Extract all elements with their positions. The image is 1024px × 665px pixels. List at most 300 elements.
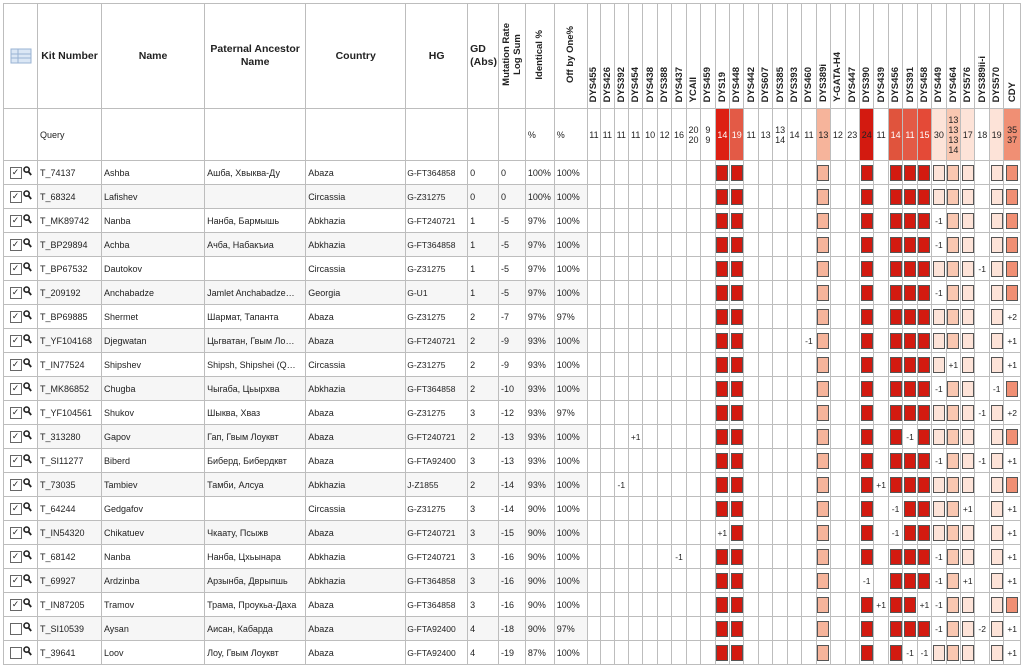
marker-cell (975, 257, 989, 281)
kit-number-cell[interactable]: T_313280 (38, 425, 102, 449)
magnifier-icon[interactable] (23, 262, 32, 275)
query-value (601, 109, 614, 161)
marker-cell (657, 209, 671, 233)
gd-cell: 2 (468, 425, 499, 449)
row-checkbox[interactable]: ✓ (10, 479, 22, 491)
marker-label: DYS438 (644, 66, 656, 102)
marker-cell (1004, 449, 1021, 473)
marker-cell (932, 209, 946, 233)
modal-marker-swatch (962, 525, 974, 541)
query-value-text: 9 (705, 124, 711, 135)
row-checkbox[interactable] (10, 647, 22, 659)
marker-cell (1004, 281, 1021, 305)
marker-cell (730, 521, 744, 545)
marker-cell (961, 185, 975, 209)
table-row[interactable] (4, 353, 1021, 377)
col-marker-dys455[interactable] (587, 4, 600, 109)
marker-cell (1004, 185, 1021, 209)
col-kit-number[interactable]: Kit Number (38, 4, 102, 109)
gd-cell: 2 (468, 305, 499, 329)
marker-cell (643, 569, 657, 593)
col-marker-dys464[interactable] (946, 4, 960, 109)
identical-cell: 97% (525, 209, 554, 233)
col-marker-dys19[interactable] (715, 4, 729, 109)
col-name[interactable]: Name (101, 4, 204, 109)
export-grid-icon[interactable] (10, 48, 32, 64)
marker-cell (888, 425, 902, 449)
kit-number-cell[interactable]: T_MK86852 (38, 377, 102, 401)
row-checkbox[interactable]: ✓ (10, 239, 22, 251)
modal-marker-swatch (817, 573, 829, 589)
marker-diff: -2 (978, 623, 986, 634)
row-checkbox[interactable] (10, 623, 22, 635)
table-row[interactable] (4, 497, 1021, 521)
table-row[interactable] (4, 473, 1021, 497)
modal-marker-swatch (890, 213, 902, 229)
row-checkbox[interactable]: ✓ (10, 263, 22, 275)
name-cell: Shipshev (101, 353, 204, 377)
table-row[interactable] (4, 425, 1021, 449)
log-sum-cell: -16 (499, 569, 526, 593)
kit-number-cell[interactable]: T_64244 (38, 497, 102, 521)
table-row[interactable] (4, 401, 1021, 425)
marker-cell (686, 401, 700, 425)
col-marker-dys393[interactable] (787, 4, 801, 109)
col-marker-dys391[interactable] (903, 4, 917, 109)
col-marker-dys447[interactable] (845, 4, 859, 109)
marker-cell (989, 233, 1003, 257)
kit-number-cell[interactable]: T_73035 (38, 473, 102, 497)
row-checkbox[interactable]: ✓ (10, 575, 22, 587)
name-cell: Chugba (101, 377, 204, 401)
marker-cell (614, 377, 628, 401)
magnifier-icon[interactable] (23, 598, 32, 611)
marker-cell (628, 329, 642, 353)
col-marker-dys456[interactable] (888, 4, 902, 109)
marker-cell (587, 329, 600, 353)
haplogroup-cell: G-FT364858 (406, 569, 468, 593)
magnifier-icon[interactable] (23, 214, 32, 227)
modal-marker-swatch (947, 621, 959, 637)
marker-cell (845, 521, 859, 545)
magnifier-icon[interactable] (23, 190, 32, 203)
table-row[interactable] (4, 617, 1021, 641)
query-value-text: 12 (659, 129, 670, 140)
identical-cell: 93% (525, 449, 554, 473)
marker-cell (888, 521, 902, 545)
modal-marker-swatch (904, 501, 916, 517)
modal-marker-swatch (991, 237, 1003, 253)
marker-cell (744, 281, 758, 305)
marker-cell (946, 593, 960, 617)
magnifier-icon[interactable] (23, 574, 32, 587)
query-value (587, 109, 600, 161)
table-row[interactable] (4, 185, 1021, 209)
col-marker-dys460[interactable] (802, 4, 816, 109)
magnifier-icon[interactable] (23, 382, 32, 395)
row-checkbox[interactable]: ✓ (10, 335, 22, 347)
magnifier-icon[interactable] (23, 334, 32, 347)
magnifier-icon[interactable] (23, 454, 32, 467)
modal-marker-swatch (904, 621, 916, 637)
col-marker-dys390[interactable] (859, 4, 873, 109)
marker-cell (888, 281, 902, 305)
marker-cell (672, 497, 686, 521)
col-off-by-one[interactable] (554, 4, 587, 109)
col-marker-dys459[interactable] (701, 4, 715, 109)
marker-cell (672, 377, 686, 401)
magnifier-icon[interactable] (23, 526, 32, 539)
col-marker-dys449[interactable] (932, 4, 946, 109)
marker-cell (859, 545, 873, 569)
table-row[interactable] (4, 209, 1021, 233)
kit-number-cell[interactable]: T_SI10539 (38, 617, 102, 641)
marker-cell (701, 641, 715, 665)
marker-cell (917, 257, 931, 281)
modal-marker-swatch (991, 501, 1003, 517)
ancestor-cell (205, 257, 306, 281)
marker-cell (643, 209, 657, 233)
marker-cell (701, 473, 715, 497)
kit-number-cell[interactable]: T_BP67532 (38, 257, 102, 281)
query-value-text: 11 (589, 129, 599, 140)
kit-number-cell[interactable]: T_68324 (38, 185, 102, 209)
magnifier-icon[interactable] (23, 622, 32, 635)
marker-cell (686, 569, 700, 593)
marker-cell (744, 425, 758, 449)
marker-diff: +1 (1007, 551, 1018, 562)
query-value (845, 109, 859, 161)
marker-cell (672, 257, 686, 281)
col-marker-dys439[interactable] (874, 4, 888, 109)
row-select-cell (4, 161, 38, 185)
off-by-one-cell: 97% (554, 401, 587, 425)
marker-cell (975, 209, 989, 233)
marker-cell (773, 641, 787, 665)
marker-cell (816, 473, 830, 497)
col-marker-dys448[interactable] (730, 4, 744, 109)
kit-number-cell[interactable]: T_IN87205 (38, 593, 102, 617)
kit-number-cell[interactable]: T_BP69885 (38, 305, 102, 329)
marker-label: DYS388 (659, 66, 671, 102)
col-marker-dys576[interactable] (961, 4, 975, 109)
marker-cell (744, 257, 758, 281)
magnifier-icon[interactable] (23, 478, 32, 491)
col-marker-dys570[interactable] (989, 4, 1003, 109)
col-marker-dys389i[interactable] (816, 4, 830, 109)
marker-cell (672, 425, 686, 449)
row-checkbox[interactable]: ✓ (10, 527, 22, 539)
marker-label: DYS19 (716, 71, 728, 102)
magnifier-icon[interactable] (23, 310, 32, 323)
marker-cell (628, 353, 642, 377)
row-checkbox[interactable]: ✓ (10, 599, 22, 611)
marker-cell (917, 473, 931, 497)
col-identical[interactable] (525, 4, 554, 109)
marker-cell (989, 641, 1003, 665)
table-row[interactable] (4, 569, 1021, 593)
query-value (975, 109, 989, 161)
row-checkbox[interactable]: ✓ (10, 191, 22, 203)
modal-marker-swatch (861, 357, 873, 373)
modal-marker-swatch (962, 549, 974, 565)
select-all-header[interactable] (4, 4, 38, 109)
marker-cell (701, 545, 715, 569)
row-checkbox[interactable]: ✓ (10, 311, 22, 323)
marker-cell (975, 425, 989, 449)
query-value (989, 109, 1003, 161)
query-value-text: 11 (746, 129, 756, 140)
kit-number-cell[interactable]: T_74137 (38, 161, 102, 185)
table-row[interactable] (4, 233, 1021, 257)
marker-cell (961, 641, 975, 665)
modal-marker-swatch (947, 525, 959, 541)
modal-marker-swatch (933, 429, 945, 445)
identical-cell: 93% (525, 473, 554, 497)
col-marker-dys438[interactable] (643, 4, 657, 109)
modal-marker-swatch (962, 477, 974, 493)
kit-number-cell[interactable]: T_39641 (38, 641, 102, 665)
marker-cell (932, 497, 946, 521)
ancestor-cell: Чкаату, Псыжв (205, 521, 306, 545)
marker-cell (888, 353, 902, 377)
query-select-cell (4, 109, 38, 161)
modal-marker-swatch (904, 525, 916, 541)
col-marker-dys442[interactable] (744, 4, 758, 109)
log-sum-cell: -5 (499, 257, 526, 281)
modal-marker-swatch (861, 189, 873, 205)
col-mutation-logsum[interactable] (499, 4, 526, 109)
query-value (730, 109, 744, 161)
marker-cell (601, 209, 614, 233)
marker-cell (672, 209, 686, 233)
col-hg[interactable]: HG (406, 4, 468, 109)
marker-cell (744, 353, 758, 377)
marker-cell (643, 593, 657, 617)
query-value (917, 109, 931, 161)
marker-cell (1004, 593, 1021, 617)
table-row[interactable] (4, 305, 1021, 329)
modal-marker-swatch (890, 309, 902, 325)
marker-cell (744, 401, 758, 425)
modal-marker-swatch (947, 453, 959, 469)
col-paternal-ancestor[interactable]: Paternal Ancestor Name (205, 4, 306, 109)
modal-marker-swatch (817, 453, 829, 469)
col-marker-y-gata-h4[interactable] (831, 4, 845, 109)
kit-number-cell[interactable]: T_BP29894 (38, 233, 102, 257)
marker-cell (701, 593, 715, 617)
marker-cell (643, 233, 657, 257)
query-value (961, 109, 975, 161)
table-row[interactable] (4, 449, 1021, 473)
marker-cell (657, 569, 671, 593)
table-row[interactable] (4, 593, 1021, 617)
marker-cell (657, 257, 671, 281)
row-checkbox[interactable]: ✓ (10, 503, 22, 515)
col-marker-dys426[interactable] (601, 4, 614, 109)
magnifier-icon[interactable] (23, 430, 32, 443)
modal-marker-swatch (890, 357, 902, 373)
marker-cell (989, 353, 1003, 377)
kit-number-cell[interactable]: T_68142 (38, 545, 102, 569)
marker-cell (932, 593, 946, 617)
marker-cell (816, 617, 830, 641)
marker-cell (1004, 641, 1021, 665)
magnifier-icon[interactable] (23, 550, 32, 563)
col-marker-dys388[interactable] (657, 4, 671, 109)
row-checkbox[interactable]: ✓ (10, 431, 22, 443)
marker-cell (888, 305, 902, 329)
marker-cell (744, 185, 758, 209)
marker-cell (643, 641, 657, 665)
marker-cell (845, 257, 859, 281)
kit-number-cell[interactable]: T_SI11277 (38, 449, 102, 473)
marker-cell (989, 473, 1003, 497)
table-row[interactable] (4, 281, 1021, 305)
marker-cell (614, 161, 628, 185)
row-select-cell (4, 209, 38, 233)
magnifier-icon[interactable] (23, 358, 32, 371)
marker-cell (773, 257, 787, 281)
modal-marker-swatch (890, 237, 902, 253)
marker-cell (701, 425, 715, 449)
marker-cell (975, 281, 989, 305)
col-gd[interactable]: GD (Abs) (468, 4, 499, 109)
row-select-cell (4, 545, 38, 569)
row-checkbox[interactable]: ✓ (10, 359, 22, 371)
marker-cell (601, 329, 614, 353)
table-row[interactable] (4, 257, 1021, 281)
col-country[interactable]: Country (306, 4, 406, 109)
marker-cell (831, 257, 845, 281)
marker-cell (587, 161, 600, 185)
kit-number-cell[interactable]: T_MK89742 (38, 209, 102, 233)
marker-cell (1004, 257, 1021, 281)
magnifier-icon[interactable] (23, 646, 32, 659)
marker-cell (628, 257, 642, 281)
ancestor-cell: Ачба, Набакъиа (205, 233, 306, 257)
table-row[interactable] (4, 521, 1021, 545)
row-checkbox[interactable]: ✓ (10, 407, 22, 419)
col-marker-dys389ii-i[interactable] (975, 4, 989, 109)
row-checkbox[interactable]: ✓ (10, 383, 22, 395)
modal-marker-swatch (731, 309, 743, 325)
col-marker-dys458[interactable] (917, 4, 931, 109)
marker-cell (686, 161, 700, 185)
marker-cell (874, 209, 888, 233)
marker-diff: -1 (935, 239, 943, 250)
modal-marker-swatch (817, 525, 829, 541)
marker-cell (802, 401, 816, 425)
marker-cell (701, 401, 715, 425)
row-checkbox[interactable]: ✓ (10, 215, 22, 227)
marker-cell (989, 617, 1003, 641)
kit-number-cell[interactable]: T_69927 (38, 569, 102, 593)
marker-cell (715, 473, 729, 497)
table-row[interactable] (4, 377, 1021, 401)
haplogroup-cell: G-FT240721 (406, 329, 468, 353)
marker-cell (932, 569, 946, 593)
marker-cell (715, 161, 729, 185)
kit-number-cell[interactable]: T_YF104561 (38, 401, 102, 425)
magnifier-icon[interactable] (23, 166, 32, 179)
kit-number-cell[interactable]: T_209192 (38, 281, 102, 305)
magnifier-icon[interactable] (23, 238, 32, 251)
marker-diff: -1 (891, 503, 900, 514)
marker-cell (975, 593, 989, 617)
col-marker-dys437[interactable] (672, 4, 686, 109)
query-value-text: 14 (890, 129, 901, 140)
modal-marker-swatch (890, 285, 902, 301)
modal-marker-swatch (716, 213, 728, 229)
kit-number-cell[interactable]: T_YF104168 (38, 329, 102, 353)
row-checkbox[interactable]: ✓ (10, 551, 22, 563)
marker-cell (686, 617, 700, 641)
marker-cell (686, 209, 700, 233)
table-row[interactable] (4, 545, 1021, 569)
marker-cell (917, 305, 931, 329)
kit-number-cell[interactable]: T_IN77524 (38, 353, 102, 377)
marker-cell (587, 569, 600, 593)
col-marker-dys392[interactable] (614, 4, 628, 109)
name-cell: Dautokov (101, 257, 204, 281)
marker-cell (859, 185, 873, 209)
magnifier-icon[interactable] (23, 502, 32, 515)
haplogroup-cell: G-FTA92400 (406, 641, 468, 665)
marker-cell (831, 593, 845, 617)
modal-marker-swatch (918, 621, 930, 637)
kit-number-cell[interactable]: T_IN54320 (38, 521, 102, 545)
row-checkbox[interactable]: ✓ (10, 167, 22, 179)
marker-cell (845, 329, 859, 353)
marker-cell (802, 569, 816, 593)
marker-cell (730, 305, 744, 329)
row-checkbox[interactable]: ✓ (10, 455, 22, 467)
modal-marker-swatch (861, 453, 873, 469)
marker-cell (975, 401, 989, 425)
row-select-cell (4, 233, 38, 257)
marker-diff: +1 (1007, 623, 1018, 634)
marker-cell (730, 377, 744, 401)
modal-marker-swatch (947, 333, 959, 349)
marker-cell (773, 473, 787, 497)
table-row[interactable] (4, 329, 1021, 353)
modal-marker-swatch (890, 453, 902, 469)
marker-diff: +1 (876, 599, 886, 610)
gd-cell: 3 (468, 569, 499, 593)
ancestor-cell: Ашба, Хвыква-Ду (205, 161, 306, 185)
row-select-cell (4, 401, 38, 425)
col-marker-cdy[interactable] (1004, 4, 1021, 109)
row-checkbox[interactable]: ✓ (10, 287, 22, 299)
magnifier-icon[interactable] (23, 286, 32, 299)
marker-cell (701, 257, 715, 281)
table-row[interactable] (4, 161, 1021, 185)
row-select-cell (4, 377, 38, 401)
magnifier-icon[interactable] (23, 406, 32, 419)
modal-marker-swatch (933, 165, 945, 181)
col-marker-dys607[interactable] (758, 4, 772, 109)
col-marker-dys454[interactable] (628, 4, 642, 109)
marker-cell (989, 185, 1003, 209)
modal-marker-swatch (731, 165, 743, 181)
marker-cell (888, 569, 902, 593)
marker-cell (730, 473, 744, 497)
col-marker-dys385[interactable] (773, 4, 787, 109)
col-marker-ycaii[interactable] (686, 4, 700, 109)
marker-cell (903, 593, 917, 617)
table-row[interactable] (4, 641, 1021, 665)
